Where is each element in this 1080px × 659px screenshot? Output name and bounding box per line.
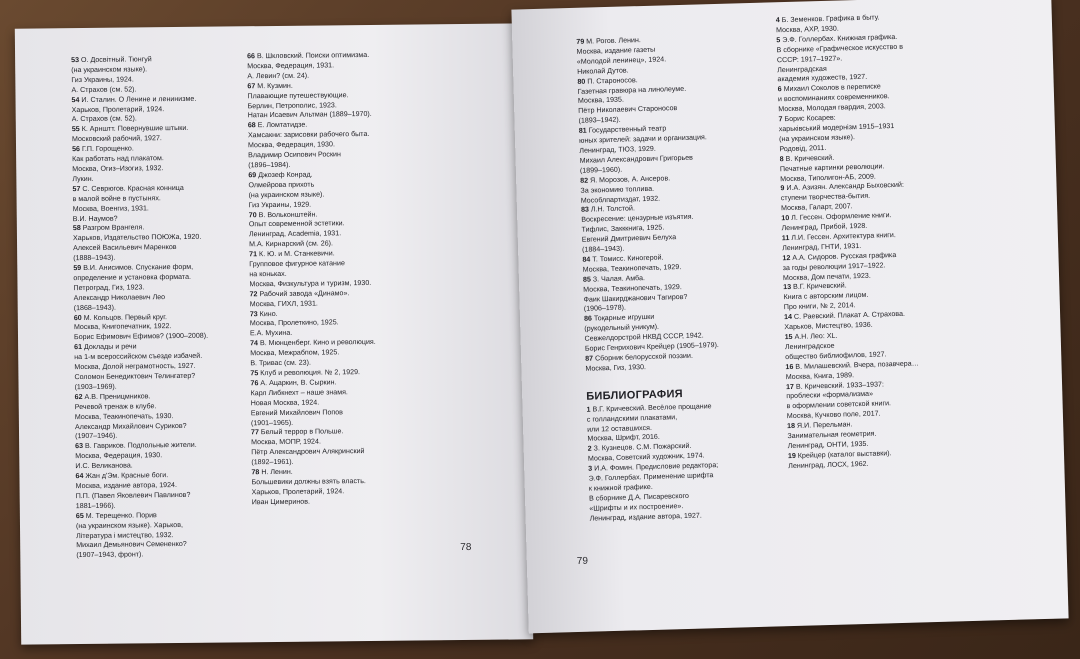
- entry-text: Клуб и революция. № 2, 1929.: [260, 368, 361, 378]
- entry-text: Опыт современной эстетики.: [248, 219, 345, 229]
- entry-text: М. Терещенко. Порив: [85, 510, 157, 520]
- entry-number: 87: [585, 354, 594, 363]
- entry-number: 16: [785, 362, 794, 371]
- entry-text: Москва, Книга, 1989.: [785, 370, 855, 381]
- entry-text: харьківський модернізм 1915–1931: [778, 121, 895, 134]
- entry-text: И.А. Фомин. Предисловие редактора;: [594, 461, 719, 473]
- entry-text: в оформлении советской книги.: [786, 399, 892, 411]
- entry-number: 14: [783, 313, 793, 322]
- entry-text: Алексей Васильевич Маренков: [73, 243, 177, 253]
- entry-text: Лукин.: [72, 174, 94, 183]
- entry-text: Ленинград, издание автора, 1927.: [589, 511, 702, 523]
- entry-text: Н. Ленин.: [261, 467, 293, 477]
- entry-text: Ленинград, ТЮЗ, 1929.: [579, 144, 656, 155]
- entry-text: И. Сталин. О Ленине и ленинизме.: [81, 94, 197, 104]
- entry-text: В.И. Анисимов. Спускание форм,: [83, 262, 194, 273]
- entry-text: Т. Томисс. Киногерой.: [592, 253, 664, 264]
- entry-text: общество библиофилов, 1927.: [785, 350, 887, 361]
- entry-text: (на украинском языке).: [779, 132, 855, 144]
- entry-number: 10: [781, 214, 790, 223]
- entry-text: Новая Москва, 1924.: [250, 398, 320, 407]
- entry-text: Занимательная геометрия.: [787, 429, 877, 441]
- entry-text: Э.Ф. Голлербах. Применение шрифта: [588, 471, 714, 483]
- entry-text: ступени творчества-бытия.: [780, 192, 871, 203]
- entry-text: Александр Николаевич Лео: [73, 292, 166, 302]
- entry-number: 8: [779, 154, 784, 163]
- entry-text: (1896–1984).: [248, 160, 291, 170]
- entry-text: Печатные картинки революции.: [779, 161, 885, 173]
- entry-text: И.А. Азизян. Александр Быховский:: [786, 181, 905, 193]
- entry-number: 80: [577, 77, 586, 86]
- entry-text: А.А. Сидоров. Русская графика: [792, 250, 897, 262]
- entry-text: Николай Дутов.: [577, 66, 629, 76]
- entry-text: Л.И. Гессен. Архитектура книги.: [791, 230, 896, 242]
- entry-text: Ленинградское: [784, 341, 835, 352]
- entry-number: 53: [71, 56, 80, 65]
- entry-text: (на украинском языке). Харьков,: [75, 520, 183, 530]
- entry-text: Москва, Молодая гвардия, 2003.: [778, 102, 886, 114]
- entry-text: Москва, АХР, 1930.: [775, 24, 839, 35]
- entry-text: Натан Исаевич Альтман (1889–1970).: [247, 110, 372, 120]
- entry-text: С. Раевский. Плакат А. Страхова.: [793, 309, 906, 322]
- entry-text: К. Арнштт. Повернувшие штыки.: [81, 124, 189, 134]
- entry-text: В. Шкловский. Поиски оптимизма.: [256, 50, 370, 61]
- entry-text: Про книги, № 2, 2014.: [783, 301, 856, 312]
- entry-text: Михаил Демьянович Семененко?: [76, 540, 187, 550]
- entry-text: Москва, МОПР, 1924.: [251, 437, 321, 447]
- entry-text: А.Н. Лео: XL.: [794, 331, 838, 341]
- entry-text: проблески «формализма»: [786, 390, 874, 401]
- bibliography-heading: БИБЛИОГРАФИЯ: [586, 387, 684, 403]
- entry-text: В сборнике Д.А. Писаревского: [588, 491, 689, 503]
- right-page-column-2: [776, 10, 1029, 472]
- entry-text: Я. Морозов, А. Ансеров.: [589, 173, 671, 185]
- entry-text: определение и установка формата.: [73, 272, 192, 283]
- entry-number: 1: [586, 405, 591, 414]
- entry-text: П. Староносов.: [587, 75, 638, 86]
- entry-text: М. Кузмин.: [257, 81, 293, 90]
- entry-line: [252, 496, 462, 508]
- entry-text: Москва, Межрабпом, 1925.: [250, 348, 340, 358]
- entry-text: (1884–1943).: [582, 244, 625, 254]
- entry-text: Москва, Пролеткино, 1925.: [249, 318, 339, 328]
- entry-number: 55: [71, 125, 80, 134]
- entry-text: Ленинград, ОНТИ, 1935.: [787, 439, 869, 451]
- entry-text: Тифлис, Закккнига, 1925.: [581, 223, 665, 235]
- entry-text: В.Г. Кричевский.: [793, 281, 847, 292]
- entry-text: В сборнике «Графическое искусство в: [776, 42, 904, 54]
- entry-number: 15: [784, 332, 793, 342]
- entry-number: 78: [251, 468, 260, 477]
- entry-number: 56: [72, 145, 80, 154]
- entry-text: М. Кольцов. Первый круг.: [83, 312, 167, 322]
- entry-number: 5: [776, 35, 781, 45]
- entry-text: Евгений Михайлович Попов: [250, 407, 343, 417]
- entry-text: А. Страхов (см. 52).: [71, 85, 137, 94]
- entry-text: Родовід, 2011.: [779, 143, 827, 154]
- entry-text: и воспоминаниях современников.: [777, 92, 890, 104]
- entry-text: З. Чалая. Амба.: [592, 273, 646, 284]
- entry-text: Петроград, Гиз, 1923.: [73, 283, 145, 292]
- entry-text: (1907–1946).: [75, 432, 118, 441]
- entry-text: Л. Гессен. Оформление книги.: [791, 211, 892, 223]
- entry-text: А. Левин? (см. 24).: [247, 71, 310, 81]
- entry-text: на 1-м всероссийском съезде избачей.: [74, 351, 203, 362]
- entry-number: 57: [72, 184, 81, 193]
- entry-text: Большевики должны взять власть.: [251, 477, 366, 487]
- entry-text: Иван Цимеринов.: [251, 497, 310, 507]
- entry-number: 11: [781, 233, 790, 243]
- entry-number: 17: [785, 382, 795, 391]
- entry-number: 4: [775, 16, 780, 25]
- entry-text: (1903–1969).: [74, 382, 117, 391]
- left-page-column-2: [247, 50, 462, 508]
- entry-number: 66: [247, 52, 256, 61]
- entry-number: 3: [588, 464, 593, 473]
- entry-text: Плавающие путешествующие.: [247, 90, 349, 100]
- entry-number: 62: [74, 392, 83, 401]
- entry-number: 81: [578, 126, 587, 135]
- entry-text: в малой войне в пустынях.: [72, 193, 161, 203]
- entry-text: «Молодой ленинец», 1924.: [576, 55, 667, 66]
- entry-text: (1899–1960).: [579, 165, 623, 175]
- entry-text: И.С. Великанова.: [75, 461, 133, 471]
- entry-text: Ленинград, ГНТИ, 1931.: [782, 241, 862, 253]
- entry-text: Борис Ефимович Ефимов? (1900–2008).: [73, 332, 209, 342]
- entry-text: Как работать над плакатом.: [72, 154, 164, 164]
- entry-number: 13: [783, 283, 792, 292]
- entry-text: Москва, Долой неграмотность, 1927.: [74, 361, 196, 372]
- entry-text: Разгром Врангеля.: [82, 223, 145, 233]
- entry-text: Московский рабочий, 1927.: [71, 134, 162, 144]
- entry-number: 69: [248, 171, 257, 180]
- entry-text: В. Тривас (см. 23).: [250, 358, 311, 368]
- entry-number: 83: [580, 205, 590, 215]
- entry-text: За экономию топлива.: [580, 184, 655, 195]
- entry-text: (рукодельный уникум).: [584, 322, 660, 334]
- entry-text: Москва, Огиз–Изогиз, 1932.: [72, 164, 164, 174]
- entry-text: Михаил Соколов в переписке: [783, 82, 881, 94]
- entry-number: 64: [75, 472, 84, 481]
- entry-number: 59: [73, 264, 82, 273]
- entry-text: Олмейрова прихоть: [248, 180, 315, 190]
- entry-text: или 12 оставшихся.: [587, 423, 652, 434]
- entry-text: В. Вольконштейн.: [258, 210, 318, 219]
- entry-text: Речевой тренаж в клубе.: [74, 401, 157, 411]
- entry-text: Москва, Военгиз, 1931.: [72, 203, 149, 213]
- entry-text: Г.П. Горощенко.: [81, 144, 134, 154]
- entry-text: Б. Земенков. Графика в быту.: [781, 13, 880, 25]
- right-page: [511, 0, 1068, 633]
- entry-text: В.Г. Кричевский. Весёлое прощание: [592, 401, 712, 414]
- entry-number: 73: [249, 309, 258, 318]
- entry-text: Москва, Шрифт, 2016.: [587, 433, 660, 444]
- entry-text: Мособлпартиздат, 1932.: [580, 194, 661, 205]
- entry-text: Харьков, Издательство ПОЮЖа, 1920.: [72, 233, 202, 243]
- entry-text: СССР: 1917–1927».: [776, 54, 843, 64]
- entry-text: с голландскими плакатами,: [586, 412, 678, 424]
- entry-text: Москва, Советский художник, 1974.: [587, 451, 705, 463]
- entry-number: 75: [250, 369, 259, 378]
- entry-number: 77: [250, 428, 259, 437]
- entry-text: (1906–1978).: [583, 304, 627, 314]
- entry-text: Хамсакни: зарисовки рабочего быта.: [247, 130, 370, 140]
- entry-text: (1868–1943).: [73, 303, 116, 312]
- entry-text: Москва, Кучково поле, 2017.: [786, 409, 881, 421]
- entry-number: 82: [580, 176, 589, 185]
- entry-number: 2: [587, 444, 592, 454]
- entry-text: Групповое фигурное катание: [249, 259, 345, 269]
- entry-text: В. Гавриков. Подпольные жители.: [84, 441, 197, 451]
- entry-text: Борис Косарев:: [784, 113, 836, 124]
- entry-text: Газетная гравюра на линолеуме.: [577, 84, 687, 96]
- entry-text: Москва, 1935.: [577, 95, 624, 106]
- entry-text: Москва, Гиз, 1930.: [585, 362, 647, 373]
- entry-text: Я.И. Перельман.: [796, 420, 853, 431]
- entry-number: 12: [782, 253, 791, 262]
- entry-text: Література і мистецтво, 1932.: [76, 530, 174, 540]
- entry-text: Л.Н. Толстой.: [590, 204, 635, 214]
- page-number-left: 78: [460, 541, 472, 554]
- entry-text: Москва, Галарт, 2007.: [780, 202, 853, 213]
- entry-number: 71: [249, 250, 258, 259]
- entry-number: 6: [777, 85, 782, 94]
- entry-text: (1892–1961).: [251, 457, 294, 467]
- entry-number: 60: [73, 313, 82, 322]
- entry-text: (1888–1943).: [73, 253, 116, 263]
- entry-text: Севжелдорстрой НКВД СССР, 1942.: [584, 331, 704, 343]
- entry-text: Евгений Дмитриевич Белуха: [581, 233, 677, 244]
- entry-number: 67: [247, 81, 256, 90]
- entry-text: на коньках.: [249, 269, 287, 279]
- entry-text: юных зрителей: задачи и организация.: [578, 133, 707, 145]
- entry-text: Александр Михайлович Суриков?: [74, 421, 187, 431]
- entry-text: Сборник белорусской поэзии.: [594, 351, 693, 363]
- entry-number: 76: [250, 379, 259, 388]
- entry-text: В. Мюнценберг. Кино и революция.: [259, 338, 376, 348]
- entry-text: (1901–1965).: [250, 418, 294, 427]
- entry-text: Ленинград, ЛОСХ, 1962.: [788, 459, 869, 470]
- entry-number: 54: [71, 95, 80, 104]
- entry-text: М. Рогов. Ленин.: [586, 36, 641, 46]
- entry-text: 1881–1966).: [75, 501, 116, 510]
- entry-number: 63: [75, 442, 84, 451]
- entry-number: 65: [75, 511, 84, 520]
- entry-text: Крейцер (каталог выставки).: [797, 449, 892, 460]
- entry-text: В. Кричевский.: [785, 153, 835, 163]
- entry-line: [76, 549, 272, 561]
- entry-text: Э.Ф. Голлербах. Книжная графика.: [782, 32, 898, 44]
- entry-text: Кино.: [259, 309, 278, 318]
- entry-text: Москва, Теакинопечать, 1929.: [582, 262, 682, 274]
- entry-text: Гиз Украины, 1929.: [248, 200, 312, 209]
- entry-text: академия художеств, 1927.: [777, 73, 868, 84]
- entry-number: 19: [787, 451, 796, 460]
- entry-text: Михаил Александрович Григорьев: [579, 153, 693, 165]
- entry-text: Соломон Бенедиктович Телингатер?: [74, 371, 196, 382]
- entry-number: 7: [778, 115, 783, 124]
- entry-text: Тоқарные игрушки: [593, 313, 655, 323]
- entry-text: Харьков, Пролетарий, 1924.: [251, 487, 345, 497]
- entry-text: Москва, Дом печати, 1923.: [782, 271, 871, 282]
- entry-text: Ленинградская: [777, 64, 827, 74]
- entry-text: Борис Генрихович Крейцер (1905–1979).: [584, 341, 719, 353]
- entry-text: Москва, издание газеты: [576, 45, 656, 56]
- entry-text: Белый террор в Польше.: [260, 427, 344, 437]
- entry-number: 9: [780, 184, 785, 193]
- entry-text: В. Кричевский. 1933–1937:: [795, 379, 885, 391]
- entry-number: 61: [74, 343, 83, 352]
- entry-text: Ленинград, Прибой, 1928.: [781, 221, 868, 233]
- left-page-column-1: [71, 54, 272, 561]
- entry-text: Доклады и речи: [83, 342, 137, 352]
- bibliography-list: [586, 400, 796, 525]
- entry-text: Воскресение: цензурные изъятия.: [581, 212, 694, 225]
- entry-text: Государственный театр: [588, 124, 667, 135]
- entry-text: Пётр Александрович Алякринский: [251, 447, 365, 457]
- entry-number: 58: [72, 224, 81, 233]
- entry-text: Ленинград, Academia, 1931.: [248, 229, 342, 239]
- entry-number: 79: [576, 37, 585, 46]
- right-page-column-1: [576, 32, 794, 524]
- entry-text: Карл Либкнехт – наше знамя.: [250, 388, 348, 398]
- entry-text: З. Кузнецов. С.М. Пожарский.: [593, 442, 692, 453]
- entry-text: (на украинском языке).: [248, 190, 325, 199]
- entry-text: Рабочий завода «Динамо».: [259, 288, 350, 298]
- entry-number: 85: [582, 275, 591, 284]
- entry-number: 18: [787, 422, 796, 431]
- entry-number: 84: [582, 255, 591, 264]
- entry-number: 86: [583, 314, 593, 324]
- entry-text: Пётр Николаевич Староносов: [578, 104, 678, 116]
- entry-text: Е. Ломтатидзе.: [257, 120, 308, 130]
- entry-text: Москва, Федерация, 1930.: [247, 140, 335, 150]
- page-number-right: 79: [576, 555, 589, 568]
- entry-text: Москва, Теакинопечать, 1930.: [74, 411, 174, 421]
- entry-text: Москва, Федерация, 1930.: [75, 451, 163, 461]
- entry-text: М.А. Кирнарский (см. 26).: [249, 239, 334, 249]
- entry-text: А. Страхов (см. 52).: [71, 114, 137, 124]
- entry-text: (на украинском языке).: [71, 65, 148, 75]
- entry-text: Жан д'Эм. Красные боги.: [85, 471, 169, 481]
- entry-text: (1893–1942).: [578, 115, 621, 126]
- entry-text: за годы революции 1917–1922.: [782, 260, 886, 272]
- entry-text: Москва, Книгопечатник, 1922.: [73, 322, 172, 332]
- entry-text: Фаик Шакирджанович Тагиров?: [583, 292, 688, 304]
- entry-text: Гиз Украины, 1924.: [71, 75, 134, 84]
- left-page: [15, 23, 533, 644]
- entry-text: Е.А. Мухина.: [249, 329, 293, 338]
- entry-number: 74: [250, 339, 259, 348]
- entry-number: 70: [248, 210, 257, 219]
- entry-text: Москва, Физкультура и туризм, 1930.: [249, 278, 372, 289]
- entry-text: А.В. Преницмников.: [84, 392, 151, 401]
- entry-number: 68: [247, 121, 256, 130]
- entry-text: Москва, ГИХЛ, 1931.: [249, 299, 318, 308]
- entry-text: Джозеф Конрад.: [258, 170, 313, 180]
- entry-text: «Шрифты и их построение».: [589, 501, 684, 513]
- entry-text: А. Ацаркин, В. Сыркин.: [260, 378, 337, 388]
- entry-text: Берлин, Петрополис, 1923.: [247, 100, 337, 110]
- entry-text: Харьков, Мистецтво, 1936.: [784, 320, 873, 332]
- entry-text: Москва, Федерация, 1931.: [247, 61, 335, 71]
- entry-text: Москва, издание автора, 1924.: [75, 480, 177, 491]
- entry-text: П.П. (Павел Яковлевич Павлинов?: [75, 490, 191, 500]
- entry-text: Москва, Теакинопечать, 1929.: [583, 282, 682, 294]
- entry-number: 72: [249, 289, 258, 299]
- entry-text: Харьков, Пролетарий, 1924.: [71, 104, 165, 114]
- entry-text: Книга с авторским лицом.: [783, 291, 869, 302]
- entry-text: (1907–1943, фронт).: [76, 550, 144, 560]
- entry-text: к книжной графике.: [588, 482, 653, 493]
- entry-text: Владимир Осипович Роскин: [248, 150, 341, 160]
- entry-text: В.И. Наумов?: [72, 214, 118, 223]
- entry-text: В. Милашевский. Вчера, позавчера…: [795, 359, 919, 371]
- entry-text: Москва, Типолигон-АБ, 2009.: [780, 172, 876, 183]
- entry-text: О. Досвітный. Тюнгуй: [80, 55, 152, 65]
- entry-text: К. Ю. и М. Станкевичи.: [258, 249, 335, 259]
- entry-text: С. Севрюгов. Красная конница: [82, 183, 184, 193]
